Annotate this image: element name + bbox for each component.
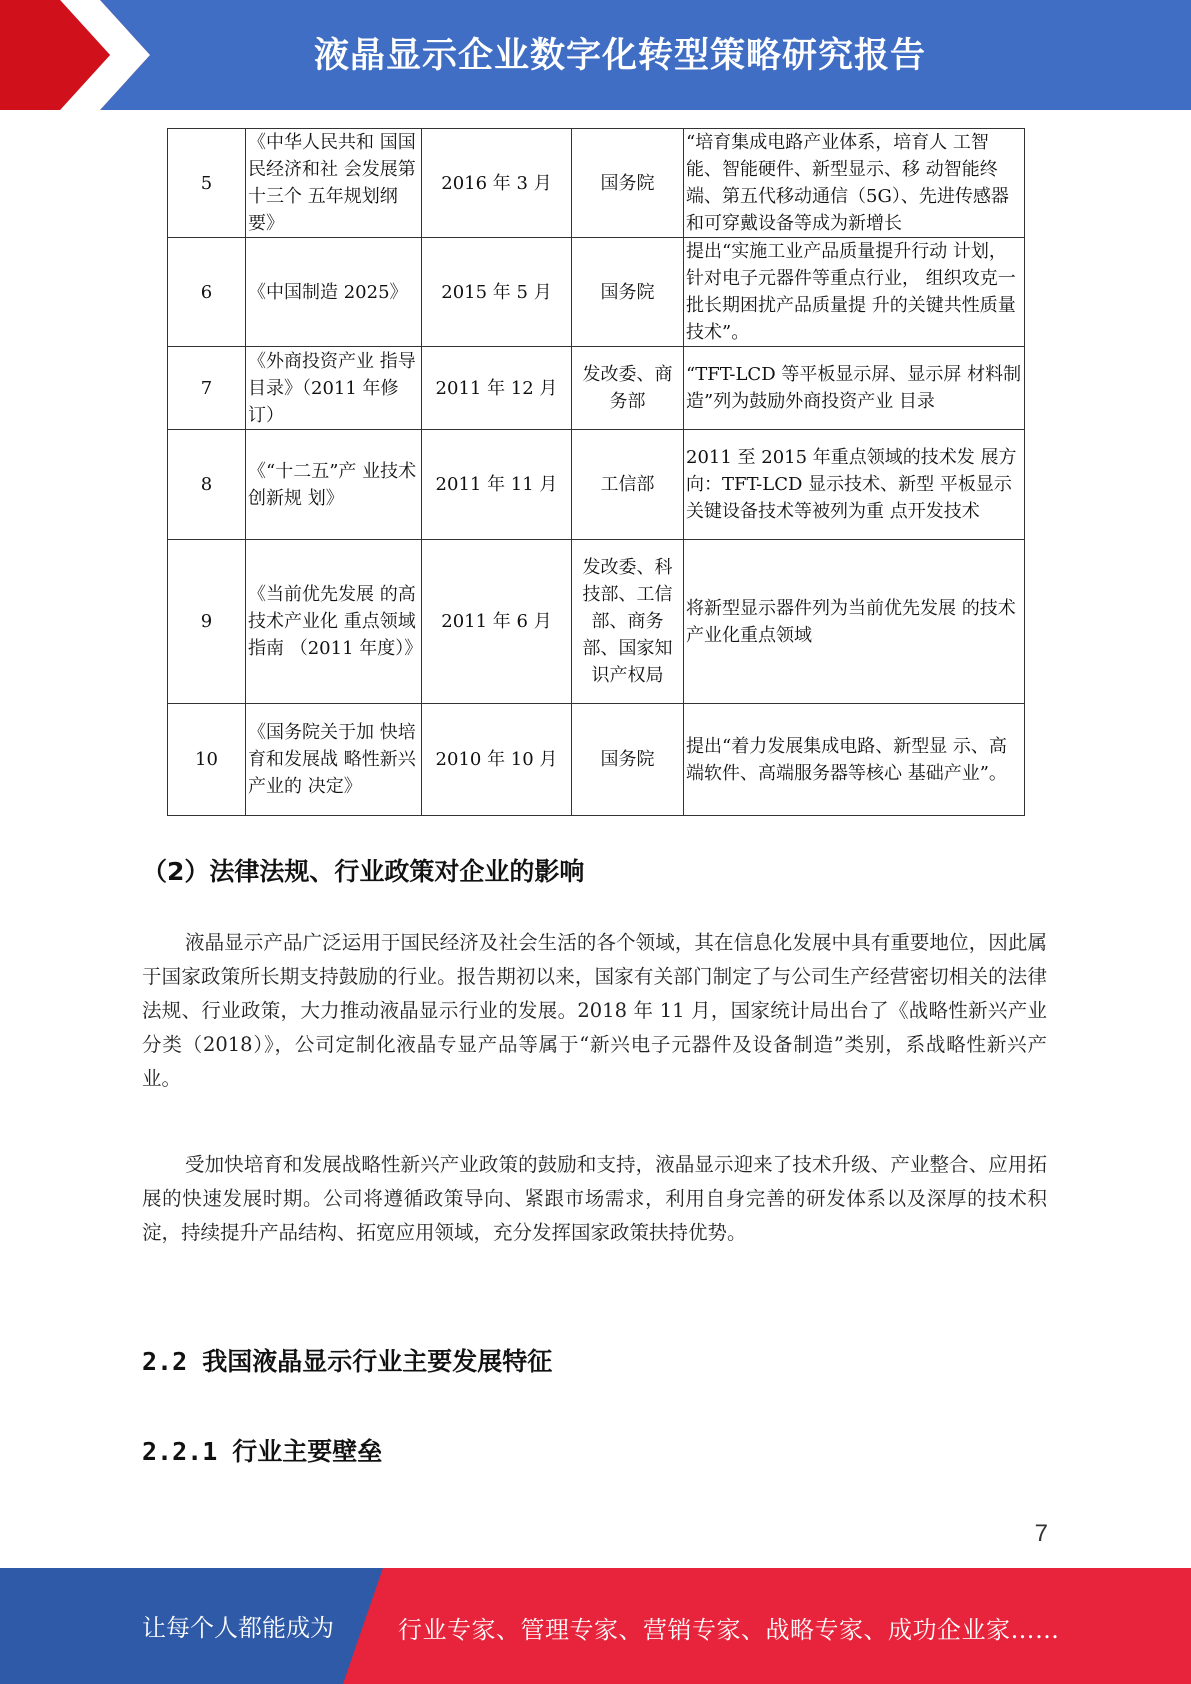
- row-number: 5: [168, 129, 246, 238]
- policy-content: 提出“着力发展集成电路、新型显 示、高端软件、高端服务器等核心 基础产业”。: [684, 704, 1025, 816]
- footer-slogan-right: 行业专家、管理专家、营销专家、战略专家、成功企业家……: [398, 1616, 1060, 1644]
- page-number: 7: [1034, 1520, 1048, 1547]
- policy-content: 2011 至 2015 年重点领域的技术发 展方向：TFT-LCD 显示技术、新型 平板显示关键设备技术等被列为重 点开发技术: [684, 430, 1025, 540]
- table-row: [168, 704, 1025, 816]
- issuing-authority: 国务院: [572, 129, 684, 238]
- policy-name: 《外商投资产业 指导目录》（2011 年修订）: [246, 347, 422, 430]
- policy-name: 《中国制造 2025》: [246, 238, 422, 347]
- policy-content: “培育集成电路产业体系，培育人 工智能、智能硬件、新型显示、移 动智能终端、第五代移动通信（5G）、先进传感器和可穿戴设备等成为新增长: [684, 129, 1025, 238]
- issuing-authority: 国务院: [572, 704, 684, 816]
- section-heading-impact: （2）法律法规、行业政策对企业的影响: [142, 857, 585, 886]
- page-footer: [0, 1568, 1191, 1684]
- footer-slogan-left: 让每个人都能成为: [142, 1614, 334, 1642]
- report-title: 液晶显示企业数字化转型策略研究报告: [313, 36, 926, 76]
- issuing-authority: 发改委、商务部: [572, 347, 684, 430]
- row-number: 10: [168, 704, 246, 816]
- policy-content: 将新型显示器件列为当前优先发展 的技术产业化重点领域: [684, 540, 1025, 704]
- row-number: 7: [168, 347, 246, 430]
- table-row: [168, 129, 1025, 238]
- policy-name: 《当前优先发展 的高技术产业化 重点领域指南 （2011 年度）》: [246, 540, 422, 704]
- policy-name: 《国务院关于加 快培育和发展战 略性新兴产业的 决定》: [246, 704, 422, 816]
- issuing-authority: 发改委、科技部、工信部、商务部、国家知识产权局: [572, 540, 684, 704]
- issue-date: 2010 年 10 月: [422, 704, 572, 816]
- row-number: 6: [168, 238, 246, 347]
- section-heading-2-2: 2.2 我国液晶显示行业主要发展特征: [142, 1347, 553, 1376]
- page-header: [0, 0, 1191, 110]
- table-row: [168, 540, 1025, 704]
- policy-name: 《“十二五”产 业技术创新规 划》: [246, 430, 422, 540]
- issue-date: 2011 年 12 月: [422, 347, 572, 430]
- table-row: [168, 347, 1025, 430]
- section-heading-2-2-1: 2.2.1 行业主要壁垒: [142, 1437, 383, 1466]
- policy-name: 《中华人民共和 国国民经济和社 会发展第十三个 五年规划纲要》: [246, 129, 422, 238]
- policy-table: [167, 128, 1025, 816]
- issue-date: 2011 年 11 月: [422, 430, 572, 540]
- paragraph-impact-2: 受加快培育和发展战略性新兴产业政策的鼓励和支持，液晶显示迎来了技术升级、产业整合、应用拓展的快速发展时期。公司将遵循政策导向、紧跟市场需求，利用自身完善的研发体系以及深厚的技术积淀，持续提升产品结构、拓宽应用领域，充分发挥国家政策扶持优势。: [142, 1153, 1047, 1244]
- issuing-authority: 工信部: [572, 430, 684, 540]
- policy-content: 提出“实施工业产品质量提升行动 计划，针对电子元器件等重点行业， 组织攻克一批长期困扰产品质量提 升的关键共性质量技术”。: [684, 238, 1025, 347]
- issuing-authority: 国务院: [572, 238, 684, 347]
- issue-date: 2015 年 5 月: [422, 238, 572, 347]
- issue-date: 2016 年 3 月: [422, 129, 572, 238]
- table-row: [168, 238, 1025, 347]
- row-number: 9: [168, 540, 246, 704]
- row-number: 8: [168, 430, 246, 540]
- paragraph-impact-1: 液晶显示产品广泛运用于国民经济及社会生活的各个领域，其在信息化发展中具有重要地位，因此属于国家政策所长期支持鼓励的行业。报告期初以来，国家有关部门制定了与公司生产经营密切相关的法律法规、行业政策，大力推动液晶显示行业的发展。2018 年 11 月，国家统计局出台了《战略性新兴产业分类（2018）》，公司定制化液晶专显产品等属于“新兴电子元器件及设备制造”类别，系战略性新兴产业。: [142, 931, 1047, 1090]
- policy-content: “TFT-LCD 等平板显示屏、显示屏 材料制造”列为鼓励外商投资产业 目录: [684, 347, 1025, 430]
- issue-date: 2011 年 6 月: [422, 540, 572, 704]
- table-row: [168, 430, 1025, 540]
